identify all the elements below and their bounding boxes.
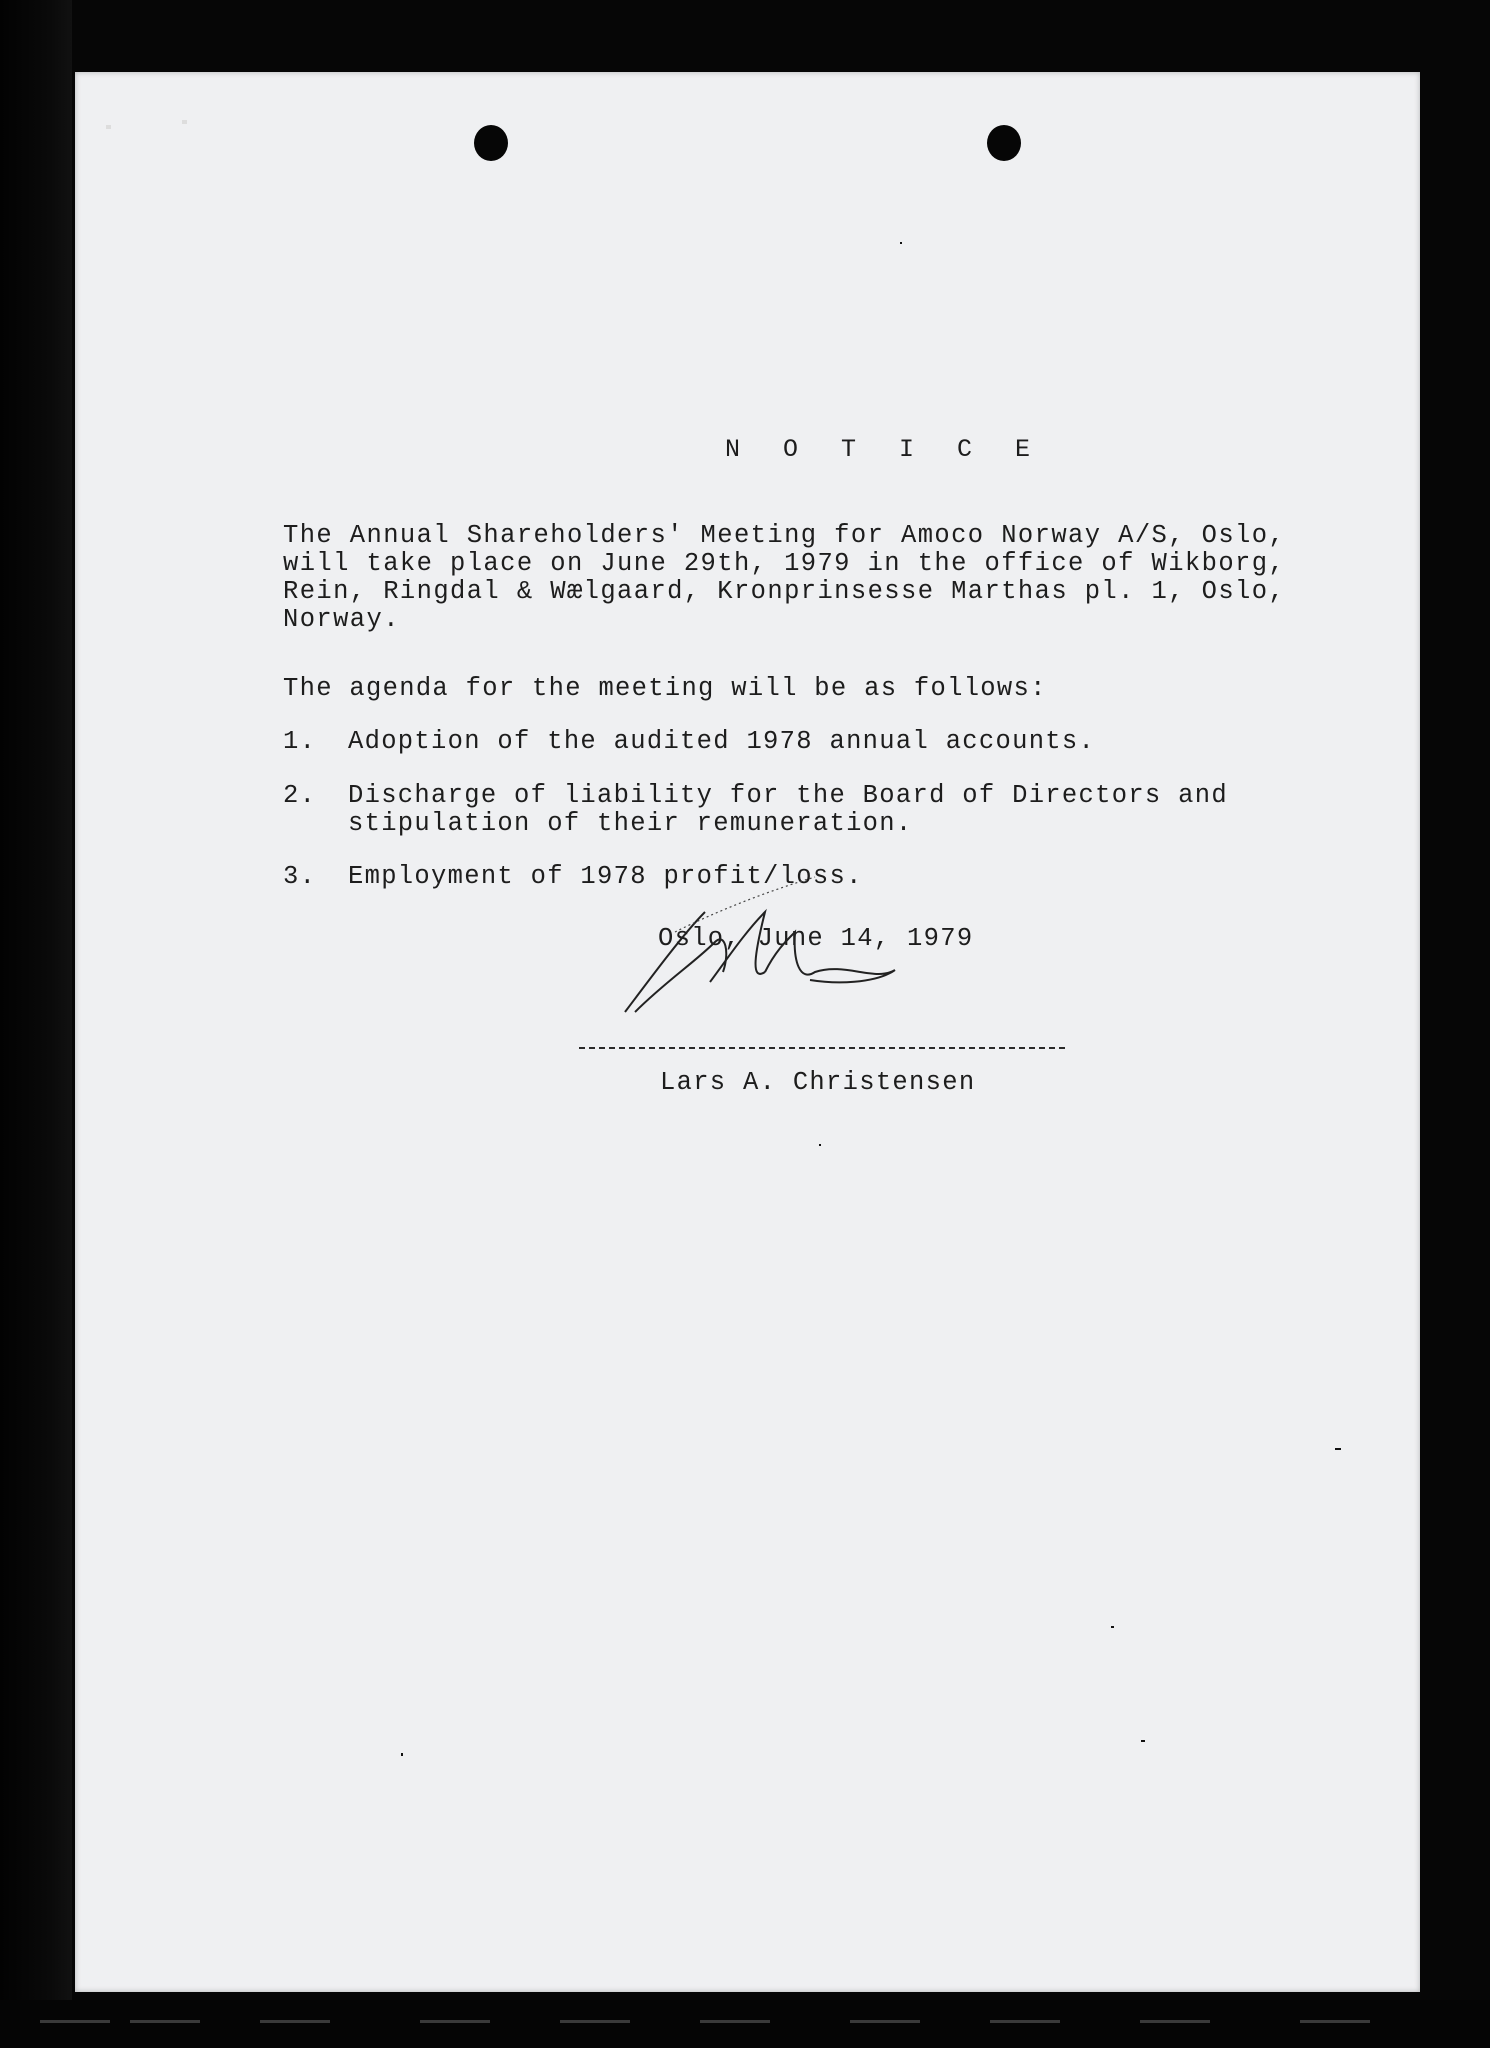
notice-title: N O T I C E	[725, 435, 1045, 464]
punch-hole-left	[474, 125, 508, 161]
agenda-item-text: Discharge of liability for the Board of Directors and stipulation of their remuneration.	[348, 781, 1228, 838]
ruler-mark	[260, 2020, 330, 2023]
scan-speck	[182, 120, 187, 124]
ruler-mark	[850, 2020, 920, 2023]
signer-name: Lars A. Christensen	[660, 1068, 976, 1097]
punch-hole-right	[987, 125, 1021, 161]
ruler-mark	[1140, 2020, 1210, 2023]
ruler-mark	[990, 2020, 1060, 2023]
ruler-mark	[560, 2020, 630, 2023]
scan-speck	[1141, 1740, 1145, 1742]
scan-speck	[401, 1753, 403, 1756]
ruler-mark	[1300, 2020, 1370, 2023]
scan-speck	[106, 125, 111, 129]
agenda-item-number: 2.	[283, 781, 317, 810]
paper-page	[75, 72, 1420, 1992]
agenda-item-number: 3.	[283, 862, 317, 891]
signature-line	[579, 1047, 1065, 1049]
ruler-mark	[700, 2020, 770, 2023]
scan-speck	[1335, 1448, 1341, 1450]
agenda-intro: The agenda for the meeting will be as follows:	[283, 674, 1047, 703]
agenda-item-text: Employment of 1978 profit/loss.	[348, 862, 863, 891]
agenda-item-number: 1.	[283, 727, 317, 756]
scan-border-bottom	[0, 2000, 1490, 2048]
ruler-mark	[130, 2020, 200, 2023]
ruler-mark	[40, 2020, 110, 2023]
ruler-mark	[420, 2020, 490, 2023]
scan-speck	[819, 1144, 821, 1146]
place-date: Oslo, June 14, 1979	[658, 924, 974, 953]
meeting-paragraph: The Annual Shareholders' Meeting for Amoco Norway A/S, Oslo, will take place on June 29th, 1979 in the office of Wikborg, Rein, Ringdal & Wælgaard, Kronprinsesse Marthas pl. 1, Oslo, Norway.	[283, 521, 1286, 634]
agenda-item-text: Adoption of the audited 1978 annual accounts.	[348, 727, 1096, 756]
scan-speck	[900, 242, 902, 244]
handwritten-signature	[615, 872, 915, 1032]
scan-speck	[1111, 1626, 1114, 1628]
scan-border-left	[0, 0, 72, 2048]
